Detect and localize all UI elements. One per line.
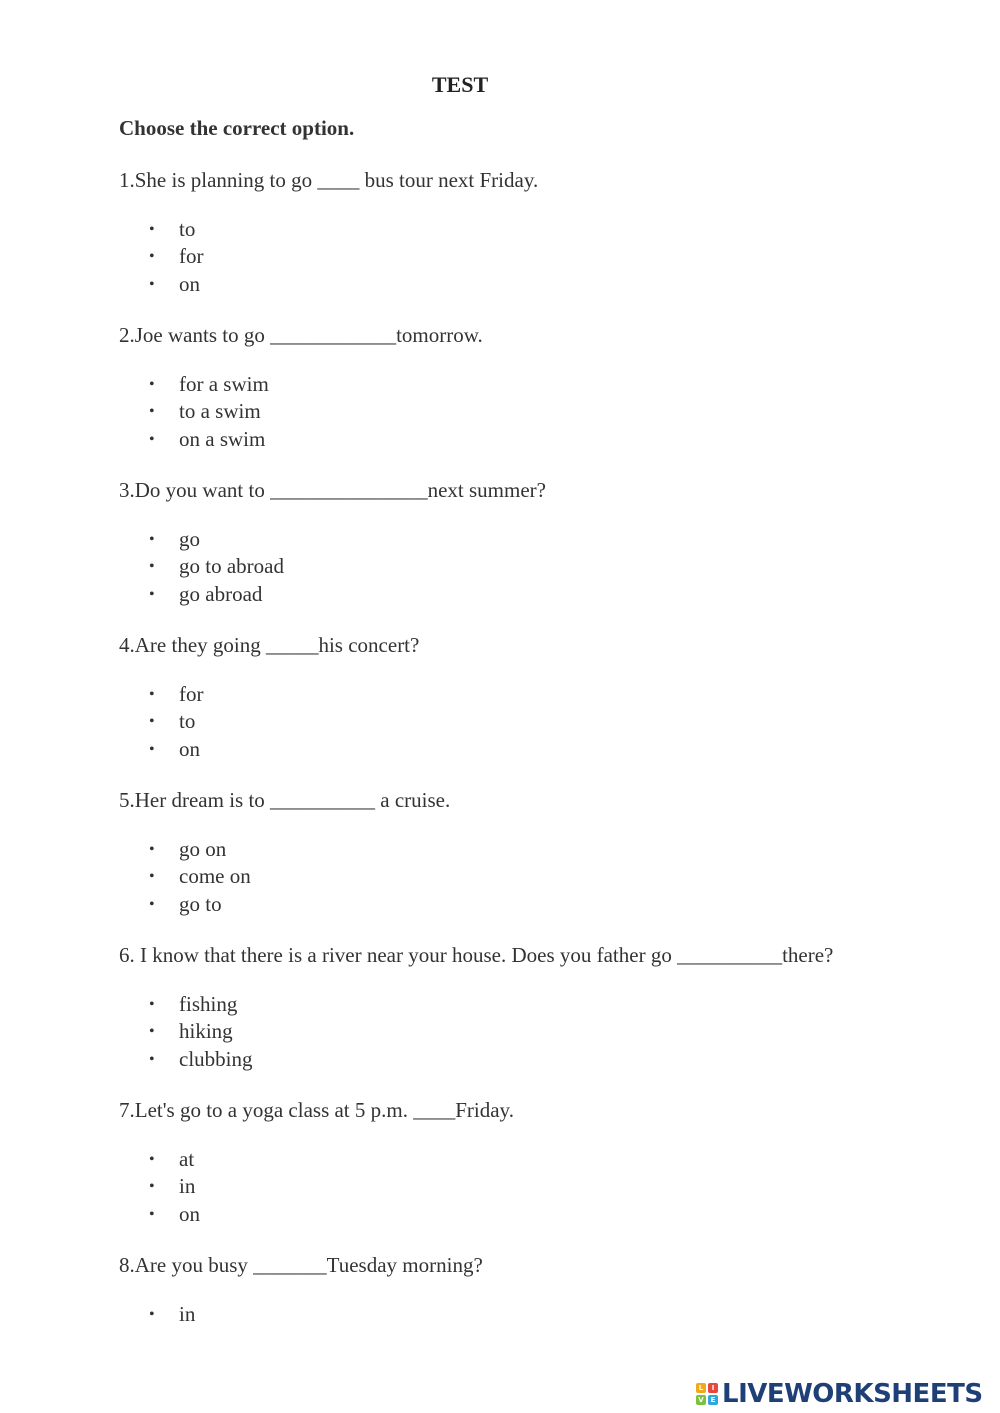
- options-list: [119, 836, 450, 918]
- bullet-icon: •: [149, 430, 155, 448]
- option-label: on: [179, 736, 200, 761]
- question-text: 4.Are they going _____his concert?: [119, 633, 420, 657]
- bullet-icon: •: [149, 868, 155, 886]
- question-4: [119, 633, 419, 763]
- option-label: on a swim: [179, 426, 266, 451]
- option-item[interactable]: [119, 681, 419, 708]
- option-label: come on: [179, 864, 251, 889]
- instruction: Choose the correct option.: [119, 116, 355, 140]
- question-text: 5.Her dream is to __________ a cruise.: [119, 788, 451, 812]
- option-label: go to: [179, 891, 222, 916]
- bullet-icon: •: [149, 403, 155, 421]
- option-item[interactable]: [119, 271, 538, 298]
- option-label: clubbing: [179, 1046, 253, 1071]
- options-list: [119, 991, 833, 1073]
- option-item[interactable]: [119, 216, 538, 243]
- bullet-icon: •: [149, 1178, 155, 1196]
- bullet-icon: •: [149, 1050, 155, 1068]
- options-list: [119, 526, 546, 608]
- bullet-icon: •: [149, 376, 155, 393]
- bullet-icon: •: [149, 531, 155, 548]
- options-list: [119, 1301, 483, 1328]
- option-label: go: [179, 527, 200, 551]
- logo-tile: E: [708, 1395, 718, 1405]
- option-item[interactable]: [119, 426, 483, 453]
- bullet-icon: •: [149, 1023, 155, 1041]
- page-title: TEST: [431, 72, 489, 97]
- option-label: on: [179, 1201, 200, 1226]
- option-label: to: [179, 217, 196, 241]
- options-list: [119, 371, 483, 453]
- option-item[interactable]: [119, 398, 483, 425]
- option-label: at: [179, 1147, 195, 1171]
- option-item[interactable]: [119, 736, 419, 763]
- option-label: fishing: [179, 992, 238, 1016]
- question-text: 2.Joe wants to go ____________tomorrow.: [119, 323, 483, 347]
- option-item[interactable]: [119, 553, 546, 580]
- question-3: [119, 478, 546, 608]
- option-item[interactable]: [119, 581, 546, 608]
- bullet-icon: •: [149, 1205, 155, 1223]
- liveworksheets-logo[interactable]: [696, 1378, 983, 1410]
- option-item[interactable]: [119, 1201, 514, 1228]
- logo-text: LIVEWORKSHEETS: [722, 1379, 983, 1409]
- option-item[interactable]: [119, 891, 450, 918]
- bullet-icon: •: [149, 686, 155, 703]
- option-label: go to abroad: [179, 554, 284, 579]
- bullet-icon: •: [149, 275, 155, 293]
- bullet-icon: •: [149, 895, 155, 913]
- bullet-icon: •: [149, 841, 155, 858]
- logo-tiles-icon: [696, 1383, 718, 1405]
- option-item[interactable]: [119, 1046, 833, 1073]
- option-label: in: [179, 1174, 196, 1199]
- option-label: to a swim: [179, 399, 261, 424]
- option-item[interactable]: [119, 243, 538, 270]
- options-list: [119, 1146, 514, 1228]
- option-label: for: [179, 682, 204, 706]
- option-item[interactable]: [119, 1301, 483, 1328]
- option-label: go on: [179, 837, 227, 861]
- question-8: [119, 1253, 483, 1328]
- options-list: [119, 681, 419, 763]
- option-item[interactable]: [119, 863, 450, 890]
- option-item[interactable]: [119, 1146, 514, 1173]
- question-text: 7.Let's go to a yoga class at 5 p.m. ____Friday.: [119, 1098, 514, 1122]
- question-6: [119, 943, 833, 1073]
- option-label: to: [179, 709, 196, 734]
- bullet-icon: •: [149, 1306, 155, 1323]
- question-text: 3.Do you want to _______________next summer?: [119, 478, 546, 502]
- bullet-icon: •: [149, 713, 155, 731]
- question-7: [119, 1098, 514, 1228]
- option-label: for: [179, 244, 204, 269]
- bullet-icon: •: [149, 221, 155, 238]
- question-5: [119, 788, 450, 918]
- option-item[interactable]: [119, 708, 419, 735]
- option-label: hiking: [179, 1019, 233, 1044]
- option-item[interactable]: [119, 1018, 833, 1045]
- option-label: on: [179, 271, 200, 296]
- logo-tile: I: [708, 1383, 718, 1393]
- bullet-icon: •: [149, 1151, 155, 1168]
- question-text: 6. I know that there is a river near your house. Does you father go __________there?: [119, 943, 834, 967]
- question-text: 8.Are you busy _______Tuesday morning?: [119, 1253, 483, 1277]
- bullet-icon: •: [149, 996, 155, 1013]
- question-text: 1.She is planning to go ____ bus tour next Friday.: [119, 168, 539, 192]
- option-item[interactable]: [119, 991, 833, 1018]
- options-list: [119, 216, 538, 298]
- question-2: [119, 323, 483, 453]
- logo-tile: V: [696, 1395, 706, 1405]
- bullet-icon: •: [149, 585, 155, 603]
- option-item[interactable]: [119, 371, 483, 398]
- option-item[interactable]: [119, 526, 546, 553]
- option-item[interactable]: [119, 1173, 514, 1200]
- option-label: go abroad: [179, 581, 263, 606]
- option-label: for a swim: [179, 372, 269, 396]
- option-label: in: [179, 1302, 196, 1326]
- bullet-icon: •: [149, 248, 155, 266]
- bullet-icon: •: [149, 740, 155, 758]
- logo-tile: L: [696, 1383, 706, 1393]
- option-item[interactable]: [119, 836, 450, 863]
- question-1: [119, 168, 538, 298]
- bullet-icon: •: [149, 558, 155, 576]
